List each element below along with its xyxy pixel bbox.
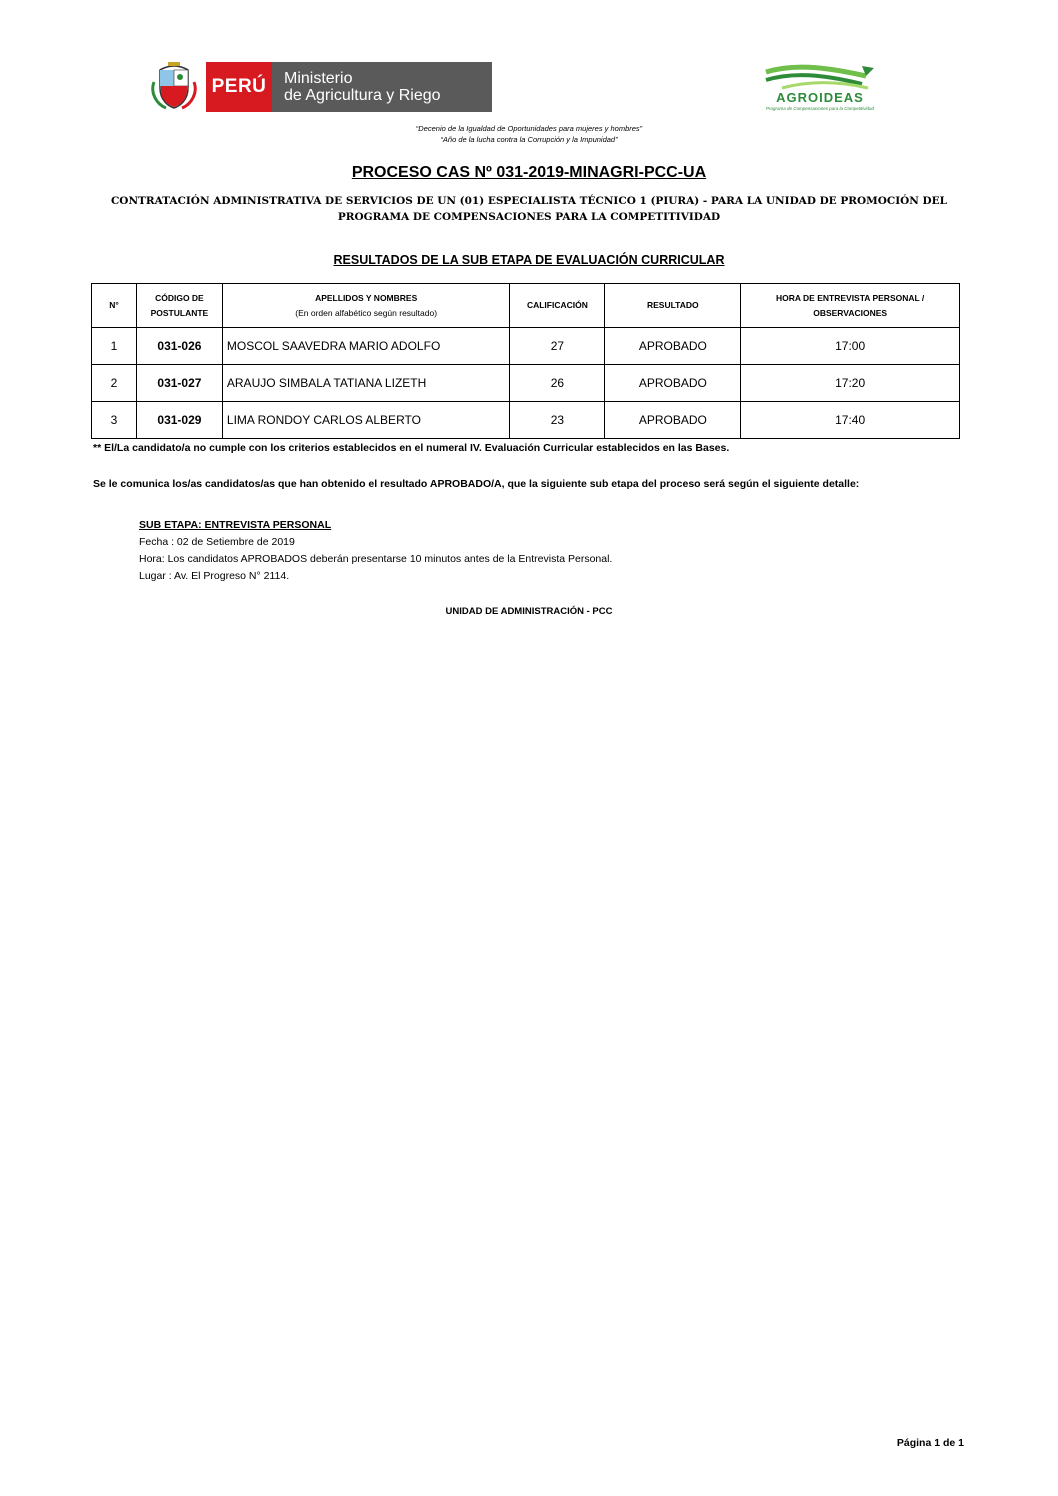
ministry-line-1: Ministerio [284,70,353,87]
agroideas-tagline: Programa de Compensaciones para la Competitividad [765,106,875,111]
cell-score: 26 [510,365,605,402]
header-time-line-2: OBSERVACIONES [813,307,888,318]
header-result: RESULTADO [605,284,741,328]
cell-name: MOSCOL SAAVEDRA MARIO ADOLFO [222,328,510,365]
cell-code: 031-026 [136,328,222,365]
cell-name: ARAUJO SIMBALA TATIANA LIZETH [222,365,510,402]
results-table [91,283,960,439]
footnote: ** El/La candidato/a no cumple con los criterios establecidos en el numeral IV. Evaluación Curricular establecidos en las Bases. [93,442,730,454]
header-code-line-2: POSTULANTE [150,307,209,318]
decenio-line-1: “Decenio de la Igualdad de Oportunidades para mujeres y hombres” [415,124,643,133]
schedule-time: Hora: Los candidatos APROBADOS deberán presentarse 10 minutos antes de la Entrevista Personal. [139,553,613,565]
results-title: RESULTADOS DE LA SUB ETAPA DE EVALUACIÓN CURRICULAR [333,253,725,267]
cell-num: 1 [92,328,137,365]
ministry-line-2: de Agricultura y Riego [284,87,441,104]
cell-name: LIMA RONDOY CARLOS ALBERTO [222,402,510,439]
decenio-line-2: “Año de la lucha contra la Corrupción y la Impunidad” [440,135,618,144]
coat-of-arms-icon [148,62,200,112]
header-name [222,284,510,328]
cell-time: 17:20 [741,365,960,402]
peru-label: PERÚ [206,62,272,112]
table-header-row [92,284,960,328]
cell-result: APROBADO [605,328,741,365]
agroideas-logo [762,62,878,118]
header-time [741,284,960,328]
cell-result: APROBADO [605,365,741,402]
process-title: PROCESO CAS Nº 031-2019-MINAGRI-PCC-UA [351,164,707,181]
cell-num: 3 [92,402,137,439]
schedule-date: Fecha : 02 de Setiembre de 2019 [139,536,295,548]
cell-code: 031-029 [136,402,222,439]
cell-score: 23 [510,402,605,439]
agroideas-swoosh-icon [762,62,878,92]
schedule-place: Lugar : Av. El Progreso N° 2114. [139,570,290,582]
subtitle-line-1: CONTRATACIÓN ADMINISTRATIVA DE SERVICIOS DE UN (01) ESPECIALISTA TÉCNICO 1 (PIURA) - PARA LA UNIDAD DE PROMOCIÓN DEL [110,195,948,207]
header-score: CALIFICACIÓN [510,284,605,328]
table-row [92,365,960,402]
schedule-block [139,517,612,585]
unit-signature: UNIDAD DE ADMINISTRACIÓN - PCC [445,606,613,617]
header-time-line-1: HORA DE ENTREVISTA PERSONAL / [775,292,925,303]
header-num: N° [92,284,137,328]
cell-num: 2 [92,365,137,402]
communication-text: Se le comunica los/as candidatos/as que han obtenido el resultado APROBADO/A, que la siguiente sub etapa del proceso será según el siguiente detalle: [93,478,860,490]
cell-result: APROBADO [605,402,741,439]
header-code-line-1: CÓDIGO DE [155,292,204,303]
header-name-line-2: (En orden alfabético según resultado) [295,307,438,318]
cell-score: 27 [510,328,605,365]
cell-code: 031-027 [136,365,222,402]
schedule-heading: SUB ETAPA: ENTREVISTA PERSONAL [139,519,332,531]
header-code [136,284,222,328]
cell-time: 17:40 [741,402,960,439]
table-row [92,402,960,439]
page-number: Página 1 de 1 [896,1437,964,1449]
table-row [92,328,960,365]
ministry-name [272,62,492,112]
cell-time: 17:00 [741,328,960,365]
agroideas-name: AGROIDEAS [776,90,864,105]
header-name-line-1: APELLIDOS Y NOMBRES [315,292,418,303]
subtitle-line-2: PROGRAMA DE COMPENSACIONES PARA LA COMPETITIVIDAD [337,211,721,223]
ministry-logo [148,62,492,112]
